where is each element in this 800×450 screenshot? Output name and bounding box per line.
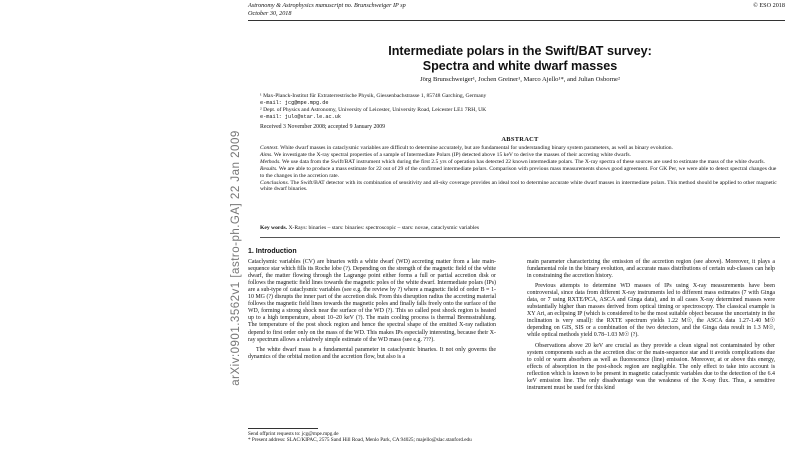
footnotes [248, 428, 496, 443]
abstract-context: Context. White dwarf masses in cataclysmic variables are difficult to determine accurately, but are fundamental for understanding binary system parameters, as well as binary evolution. [260, 145, 673, 151]
title-line-1: Intermediate polars in the Swift/BAT survey: [388, 44, 652, 58]
affiliation-2: ² Dept. of Physics and Astronomy, University of Leicester, University Road, Leicester LE1 7RH, UK [260, 107, 487, 113]
abstract-heading: ABSTRACT [501, 136, 539, 143]
header-rule [248, 20, 785, 21]
abstract-bottom-rule [260, 237, 780, 238]
keywords-label: Key words. [260, 225, 288, 231]
intro-paragraph-5: Observations above 20 keV are crucial as they provide a clean signal not contaminated by other system components such as the accretion disc or the main-sequence star and it avoids complications due to cold or warm absorbers as well as fluorescence (line) emission. Moreover, at or above this energy, effects of absorption in the post-shock region are negligible. The only effect to take into account is reflection which is known to be present in magnetic cataclysmic variables due to the detection of the 6.4 keV emission line. The only disadvantage was the weakness of the X-ray flux. Thus, a sensitive instrument must be used for this kind [527, 342, 775, 391]
abstract-results: Results. We are able to produce a mass estimate for 22 out of 29 of the confirmed intermediate polars. Comparison with previous mass measurements shows good agreement. For GK Per, we were able to detect spectral changes due to the changes in the accretion rate. [260, 165, 777, 179]
intro-paragraph-3: main parameter characterizing the emission of the accretion region (see above). Moreover, it plays a fundamental role in the binary evolution, and accurate mass distributions of certain sub-classes can help in constraining the accretion history. [527, 259, 775, 280]
right-column [527, 259, 775, 395]
intro-paragraph-1: Cataclysmic variables (CV) are binaries with a white dwarf (WD) accreting matter from a late main-sequence star which fills its Roche lobe (?). Depending on the strength of the magnetic field of the white dwarf, the matter flowing through the Lagrange point either forms a full or partial accretion disk or follows the magnetic field lines towards the magnetic poles of the white dwarf. Intermediate polars (IPs) are a sub-type of cataclysmic variables (see e.g. the review by ?) where a magnetic field of order B ≈ 1-10 MG (?) disrupts the inner part of the accretion disk. From this disruption radius the accreting material follows the magnetic field lines towards the magnetic poles and finally falls freely onto the surface of the WD, forming a strong shock near the surface of the WD (?). This so called post shock region is heated up to a high temperature, about 10–20 keV (?). The main cooling process is thermal Bremsstrahlung. The temperature of the post shock region and hence the spectral shape of the emitted X-ray radiation depend to first order only on the mass of the WD. This makes IPs especially interesting, because their X-ray spectrum allows a relatively simple estimate of the WD mass (see e.g. ???). [248, 259, 496, 343]
abstract-conclusions: Conclusions. The Swift/BAT detector with its combination of sensitivity and all-sky coverage provides an ideal tool to determine accurate white dwarf masses in intermediate polars. This method should be applied to other magnetic white dwarf binaries. [260, 179, 777, 193]
left-column [248, 248, 496, 364]
affiliation-2-email: e-mail: julo@star.le.ac.uk [260, 114, 341, 120]
section-heading-introduction: 1. Introduction [248, 248, 297, 255]
affiliation-1-email: e-mail: jcg@mpe.mpg.de [260, 100, 329, 106]
author-list: Jörg Brunschweiger¹, Jochen Greiner¹, Marco Ajello¹*, and Julian Osborne² [420, 76, 620, 83]
title-line-2: Spectra and white dwarf masses [422, 59, 618, 73]
keywords [260, 225, 780, 231]
intro-paragraph-2: The white dwarf mass is a fundamental parameter in cataclysmic binaries. It not only governs the dynamics of the orbital motion and the accretion flow, but also is a [248, 346, 496, 360]
present-address-note: * Present address: SLAC/KIPAC, 2575 Sand Hill Road, Menlo Park, CA 94025; majello@slac.stanford.edu [248, 437, 472, 444]
paper-title [260, 44, 780, 74]
arxiv-identifier: arXiv:0901.3562v1 [astro-ph.GA] 22 Jan 2009 [230, 130, 242, 386]
received-dates: Received 3 November 2008; accepted 9 January 2009 [260, 124, 386, 130]
offprint-note: Send offprint requests to: jcg@mpe.mpg.de [248, 431, 339, 437]
arxiv-stamp [228, 102, 240, 422]
abstract-methods: Methods. We use data from the Swift/BAT instrument which during the first 2.5 yrs of operation has detected 22 known intermediate polars. The X-ray spectra of these sources are used to estimate the mass of the white dwarfs. [260, 158, 765, 165]
running-header [248, 2, 785, 18]
journal-line: Astronomy & Astrophysics manuscript no. Brunschweiger IP sp [248, 2, 406, 9]
intro-paragraph-4: Previous attempts to determine WD masses of IPs using X-ray measurements have been controversial, since data from different X-ray instruments led to different mass estimates (7 with Ginga data, or 7 using RXTE/PCA, ASCA and Ginga data), and in all cases X-ray determined masses were substantially higher than masses derived from optical timing or spectroscopy. The classical example is XY Ari, an eclipsing IP (which is considered to be the most suitable object because the uncertainty in the inclination is very small): the RXTE spectrum yields 1.22 M☉, the ASCA data 1.27-1.40 M☉ depending on GIS, SIS or a combination of the two detectors, and the Ginga data result in 1.3 M☉, while optical methods yield 0.78–1.03 M☉ (?). [527, 283, 775, 339]
copyright-notice: © ESO 2018 [753, 2, 785, 9]
abstract-body [260, 145, 780, 193]
affiliations [260, 93, 560, 121]
abstract-aims: Aims. We investigate the X-ray spectral properties of a sample of Intermediate Polars (IP) detected above 15 keV to derive the masses of their accreting white dwarfs. [260, 151, 631, 158]
affiliation-1: ¹ Max-Planck-Institut für Extraterrestrische Physik, Giessenbachstrasse 1, 85748 Garching, Germany [260, 93, 487, 99]
paper-page [230, 0, 800, 450]
keywords-text: X-Rays: binaries – stars: binaries: spectroscopic – stars: novae, cataclysmic variables [288, 225, 480, 231]
footnote-rule [248, 428, 318, 429]
manuscript-date: October 30, 2018 [248, 10, 292, 17]
